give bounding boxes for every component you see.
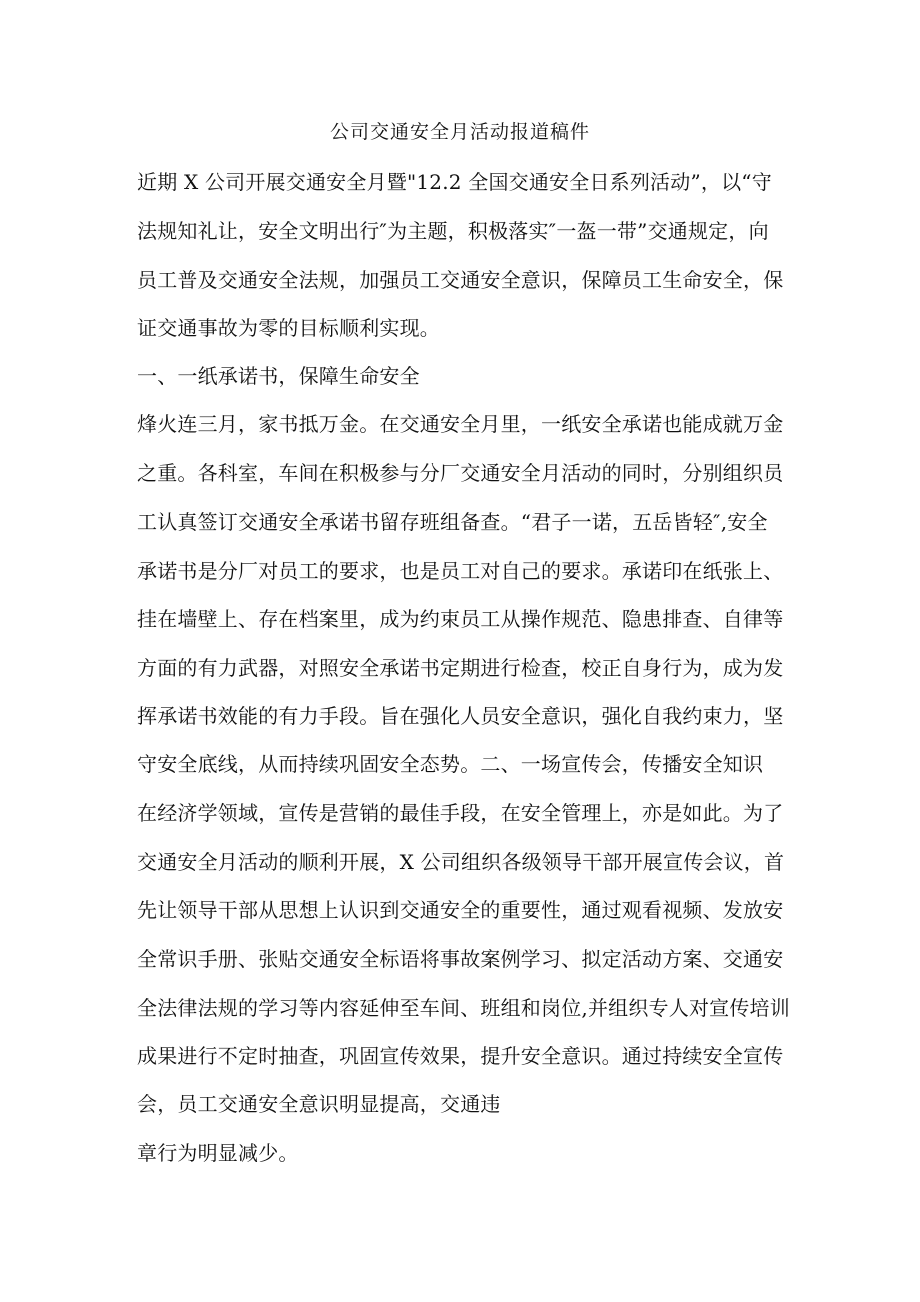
body-line: 近期 X 公司开展交通安全月暨"12.2 全国交通安全日系列活动”，以“守 xyxy=(137,170,772,194)
body-line: 工认真签订交通安全承诺书留存班组备查。“君子一诺，五岳皆轻″,安全 xyxy=(137,510,768,534)
body-line: 先让领导干部从思想上认识到交通安全的重要性，通过观看视频、发放安 xyxy=(137,898,784,922)
body-line: 交通安全月活动的顺利开展，X 公司组织各级领导干部开展宣传会议，首 xyxy=(137,850,785,874)
body-line: 员工普及交通安全法规，加强员工交通安全意识，保障员工生命安全，保 xyxy=(137,268,784,292)
body-line: 在经济学领域，宣传是营销的最佳手段，在安全管理上，亦是如此。为了 xyxy=(137,801,784,825)
body-line: 挥承诺书效能的有力手段。旨在强化人员安全意识，强化自我约束力，坚 xyxy=(137,704,784,728)
body-line: 全法律法规的学习等内容延伸至车间、班组和岗位,并组织专人对宣传培训 xyxy=(137,996,790,1020)
document-title: 公司交通安全月活动报道稿件 xyxy=(329,121,590,143)
section-heading: 一、一纸承诺书，保障生命安全 xyxy=(137,364,420,388)
body-line: 守安全底线，从而持续巩固安全态势。二、一场宣传会，传播安全知识 xyxy=(137,752,764,776)
body-line: 成果进行不定时抽查，巩固宣传效果，提升安全意识。通过持续安全宣传 xyxy=(137,1044,784,1068)
body-line: 全常识手册、张贴交通安全标语将事故案例学习、拟定活动方案、交通安 xyxy=(137,947,784,971)
body-line: 方面的有力武器，对照安全承诺书定期进行检查，校正自身行为，成为发 xyxy=(137,656,784,680)
body-line: 法规知礼让，安全文明出行″为主题，积极落实″一盔一带”交通规定，向 xyxy=(137,219,769,243)
body-line: 承诺书是分厂对员工的要求，也是员工对自己的要求。承诺印在纸张上、 xyxy=(137,559,784,583)
body-line: 证交通事故为零的目标顺利实现。 xyxy=(137,316,440,340)
body-line: 章行为明显减少。 xyxy=(137,1141,299,1165)
body-line: 之重。各科室，车间在积极参与分厂交通安全月活动的同时，分别组织员 xyxy=(137,461,784,485)
body-line: 烽火连三月，家书抵万金。在交通安全月里，一纸安全承诺也能成就万金 xyxy=(137,412,784,436)
body-line: 会，员工交通安全意识明显提高，交通违 xyxy=(137,1092,501,1116)
body-line: 挂在墙壁上、存在档案里，成为约束员工从操作规范、隐患排查、自律等 xyxy=(137,607,784,631)
